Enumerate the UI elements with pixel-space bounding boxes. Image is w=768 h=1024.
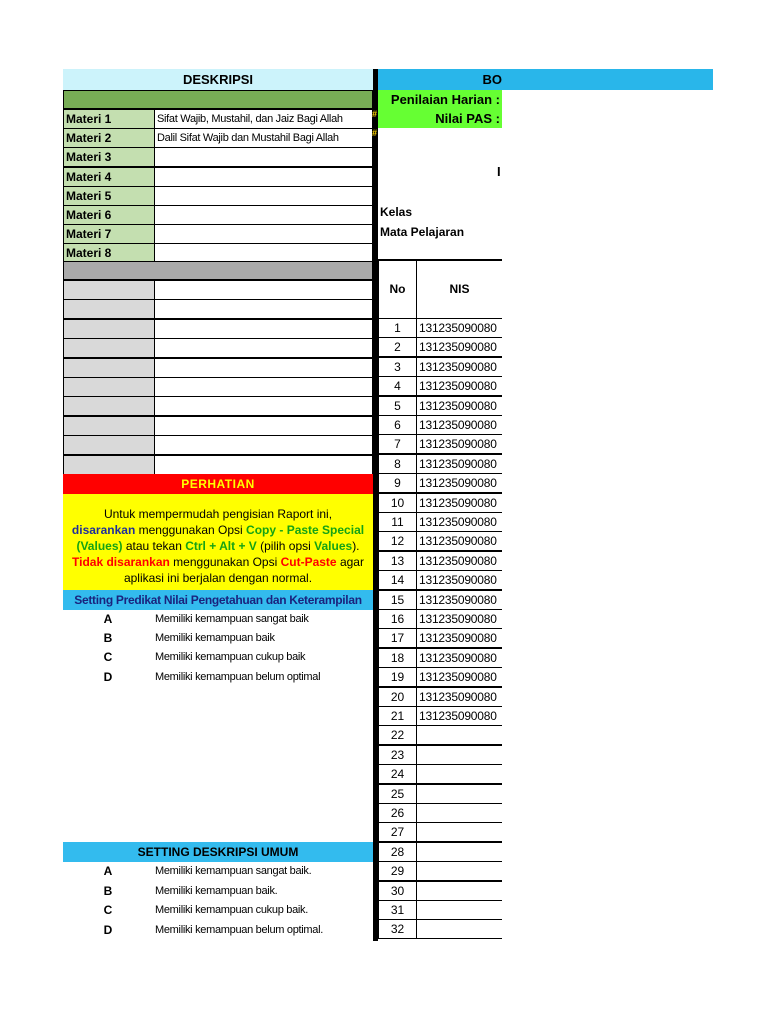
grade-letter: B <box>103 883 113 898</box>
student-no-cell: 27 <box>378 822 417 842</box>
column-header-nis: NIS <box>416 260 502 319</box>
student-nis-cell[interactable]: 131235090080 <box>416 512 502 532</box>
student-nis-cell[interactable]: 131235090080 <box>416 473 502 493</box>
materi-label: Materi 4 <box>63 167 155 187</box>
student-no-cell: 14 <box>378 570 417 590</box>
grade-letter: D <box>103 669 113 684</box>
note-disarankan: disarankan <box>71 523 136 537</box>
materi-label: Materi 5 <box>63 186 155 206</box>
grade-letter: B <box>103 631 113 646</box>
student-no-cell: 7 <box>378 434 417 454</box>
note-text: atau tekan <box>122 539 186 553</box>
student-nis-cell[interactable] <box>416 861 502 881</box>
empty-value-cell[interactable] <box>154 416 373 436</box>
student-no-cell: 31 <box>378 900 417 920</box>
note-cut-paste: Cut-Paste <box>280 555 337 569</box>
student-no-cell: 30 <box>378 881 417 901</box>
student-nis-cell[interactable]: 131235090080 <box>416 376 502 396</box>
student-no-cell: 21 <box>378 706 417 726</box>
student-no-cell: 5 <box>378 396 417 416</box>
right-header-title: BO <box>482 72 502 87</box>
materi-label: Materi 8 <box>63 243 155 263</box>
note-line-4 <box>63 554 373 570</box>
note-values-2: Values <box>314 539 353 553</box>
grade-description: Memiliki kemampuan cukup baik. <box>155 904 309 917</box>
penilaian-harian-label: Penilaian Harian : <box>378 90 502 109</box>
student-nis-cell[interactable]: 131235090080 <box>416 357 502 377</box>
student-no-cell: 1 <box>378 318 417 338</box>
grade-description: Memiliki kemampuan belum optimal. <box>155 923 323 936</box>
grade-description: Memiliki kemampuan belum optimal <box>155 670 321 683</box>
student-no-cell: 8 <box>378 454 417 474</box>
note-shortcut: Ctrl + Alt + V <box>185 539 257 553</box>
empty-label-cell[interactable] <box>63 338 155 358</box>
student-nis-cell[interactable]: 131235090080 <box>416 337 502 357</box>
note-copy-paste: Copy - Paste Special <box>246 523 365 537</box>
materi-value-cell[interactable] <box>154 147 373 167</box>
student-nis-cell[interactable]: 131235090080 <box>416 454 502 474</box>
empty-label-cell[interactable] <box>63 396 155 416</box>
student-no-cell: 9 <box>378 473 417 493</box>
student-nis-cell[interactable]: 131235090080 <box>416 648 502 668</box>
materi-label: Materi 1 <box>63 109 155 129</box>
deskripsi-green-bar <box>63 90 373 109</box>
deskripsi-header: DESKRIPSI <box>63 69 373 90</box>
student-no-cell: 11 <box>378 512 417 532</box>
student-no-cell: 4 <box>378 376 417 396</box>
column-header-no: No <box>378 260 417 319</box>
materi-value-cell[interactable] <box>154 167 373 187</box>
materi-label: Materi 2 <box>63 128 155 148</box>
kelas-label: Kelas <box>380 205 413 219</box>
grade-letter: C <box>103 650 113 665</box>
student-nis-cell[interactable] <box>416 803 502 823</box>
student-nis-cell[interactable] <box>416 822 502 842</box>
student-nis-cell[interactable] <box>416 764 502 784</box>
materi-value-cell[interactable] <box>154 224 373 244</box>
student-nis-cell[interactable]: 131235090080 <box>416 551 502 571</box>
student-nis-cell[interactable]: 131235090080 <box>416 531 502 551</box>
overflow-marker-1: # <box>372 109 378 119</box>
empty-label-cell[interactable] <box>63 280 155 300</box>
student-no-cell: 28 <box>378 842 417 862</box>
student-nis-cell[interactable] <box>416 784 502 804</box>
empty-value-cell[interactable] <box>154 280 373 300</box>
grey-separator-bar <box>63 261 373 280</box>
materi-label: Materi 7 <box>63 224 155 244</box>
grade-description: Memiliki kemampuan sangat baik <box>155 613 309 625</box>
student-no-cell: 16 <box>378 609 417 629</box>
empty-value-cell[interactable] <box>154 396 373 416</box>
note-line-2 <box>63 522 373 538</box>
student-no-cell: 25 <box>378 784 417 804</box>
student-no-cell: 32 <box>378 919 417 939</box>
student-nis-cell[interactable]: 131235090080 <box>416 590 502 610</box>
empty-value-cell[interactable] <box>154 358 373 378</box>
empty-label-cell[interactable] <box>63 435 155 455</box>
student-nis-cell[interactable]: 131235090080 <box>416 628 502 648</box>
deskripsi-umum-banner: SETTING DESKRIPSI UMUM <box>63 842 373 862</box>
student-no-cell: 20 <box>378 687 417 707</box>
note-values: (Values) <box>76 539 123 553</box>
student-nis-cell[interactable] <box>416 919 502 939</box>
materi-value-cell[interactable] <box>154 186 373 206</box>
student-no-cell: 18 <box>378 648 417 668</box>
note-text: (pilih opsi <box>256 539 315 553</box>
grade-description: Memiliki kemampuan cukup baik <box>155 651 306 664</box>
overflow-marker-2: # <box>372 128 378 138</box>
grade-description: Memiliki kemampuan sangat baik. <box>155 865 312 877</box>
note-text: agar <box>336 555 364 569</box>
materi-value-cell[interactable]: Sifat Wajib, Mustahil, dan Jaiz Bagi Allah <box>154 109 373 129</box>
note-text: menggunakan Opsi <box>169 555 281 569</box>
note-line-5: aplikasi ini berjalan dengan normal. <box>123 571 313 585</box>
empty-label-cell[interactable] <box>63 299 155 319</box>
grade-letter: A <box>103 864 113 878</box>
student-no-cell: 22 <box>378 725 417 745</box>
empty-value-cell[interactable] <box>154 455 373 475</box>
note-line-1: Untuk mempermudah pengisian Raport ini, <box>103 507 333 521</box>
grade-letter: C <box>103 903 113 918</box>
student-nis-cell[interactable] <box>416 900 502 920</box>
student-nis-cell[interactable]: 131235090080 <box>416 706 502 726</box>
student-no-cell: 24 <box>378 764 417 784</box>
student-nis-cell[interactable]: 131235090080 <box>416 667 502 687</box>
empty-value-cell[interactable] <box>154 338 373 358</box>
grade-letter: D <box>103 922 113 937</box>
perhatian-note <box>63 494 373 590</box>
student-no-cell: 10 <box>378 493 417 513</box>
student-nis-cell[interactable] <box>416 881 502 901</box>
perhatian-banner: PERHATIAN <box>63 474 373 494</box>
student-no-cell: 3 <box>378 357 417 377</box>
student-nis-cell[interactable]: 131235090080 <box>416 434 502 454</box>
empty-label-cell[interactable] <box>63 455 155 475</box>
grade-description: Memiliki kemampuan baik. <box>155 884 278 897</box>
empty-label-cell[interactable] <box>63 358 155 378</box>
materi-label: Materi 6 <box>63 205 155 225</box>
student-no-cell: 17 <box>378 628 417 648</box>
note-tidak-disarankan: Tidak disarankan <box>72 555 170 569</box>
student-nis-cell[interactable]: 131235090080 <box>416 396 502 416</box>
student-no-cell: 13 <box>378 551 417 571</box>
truncated-title-letter: I <box>497 164 501 179</box>
empty-label-cell[interactable] <box>63 319 155 339</box>
student-nis-cell[interactable] <box>416 842 502 862</box>
materi-value-cell[interactable]: Dalil Sifat Wajib dan Mustahil Bagi Allah <box>154 128 373 148</box>
student-nis-cell[interactable] <box>416 745 502 765</box>
student-nis-cell[interactable]: 131235090080 <box>416 570 502 590</box>
student-no-cell: 26 <box>378 803 417 823</box>
note-text: menggunakan Opsi <box>135 523 247 537</box>
student-no-cell: 23 <box>378 745 417 765</box>
empty-value-cell[interactable] <box>154 319 373 339</box>
grade-letter: A <box>103 612 113 626</box>
empty-value-cell[interactable] <box>154 299 373 319</box>
student-nis-cell[interactable]: 131235090080 <box>416 609 502 629</box>
student-nis-cell[interactable]: 131235090080 <box>416 687 502 707</box>
student-nis-cell[interactable] <box>416 725 502 745</box>
student-no-cell: 6 <box>378 415 417 435</box>
empty-value-cell[interactable] <box>154 435 373 455</box>
materi-label: Materi 3 <box>63 147 155 167</box>
student-nis-cell[interactable]: 131235090080 <box>416 318 502 338</box>
student-no-cell: 29 <box>378 861 417 881</box>
student-nis-cell[interactable]: 131235090080 <box>416 493 502 513</box>
mapel-label: Mata Pelajaran <box>380 225 465 239</box>
note-text: ). <box>352 539 360 553</box>
empty-label-cell[interactable] <box>63 377 155 397</box>
note-line-3 <box>63 538 373 554</box>
student-no-cell: 2 <box>378 337 417 357</box>
nilai-pas-label: Nilai PAS : <box>378 109 502 128</box>
student-no-cell: 15 <box>378 590 417 610</box>
grade-description: Memiliki kemampuan baik <box>155 632 275 645</box>
student-no-cell: 12 <box>378 531 417 551</box>
materi-value-cell[interactable] <box>154 205 373 225</box>
student-no-cell: 19 <box>378 667 417 687</box>
empty-label-cell[interactable] <box>63 416 155 436</box>
empty-value-cell[interactable] <box>154 377 373 397</box>
predikat-banner: Setting Predikat Nilai Pengetahuan dan Keterampilan <box>63 590 373 610</box>
student-nis-cell[interactable]: 131235090080 <box>416 415 502 435</box>
